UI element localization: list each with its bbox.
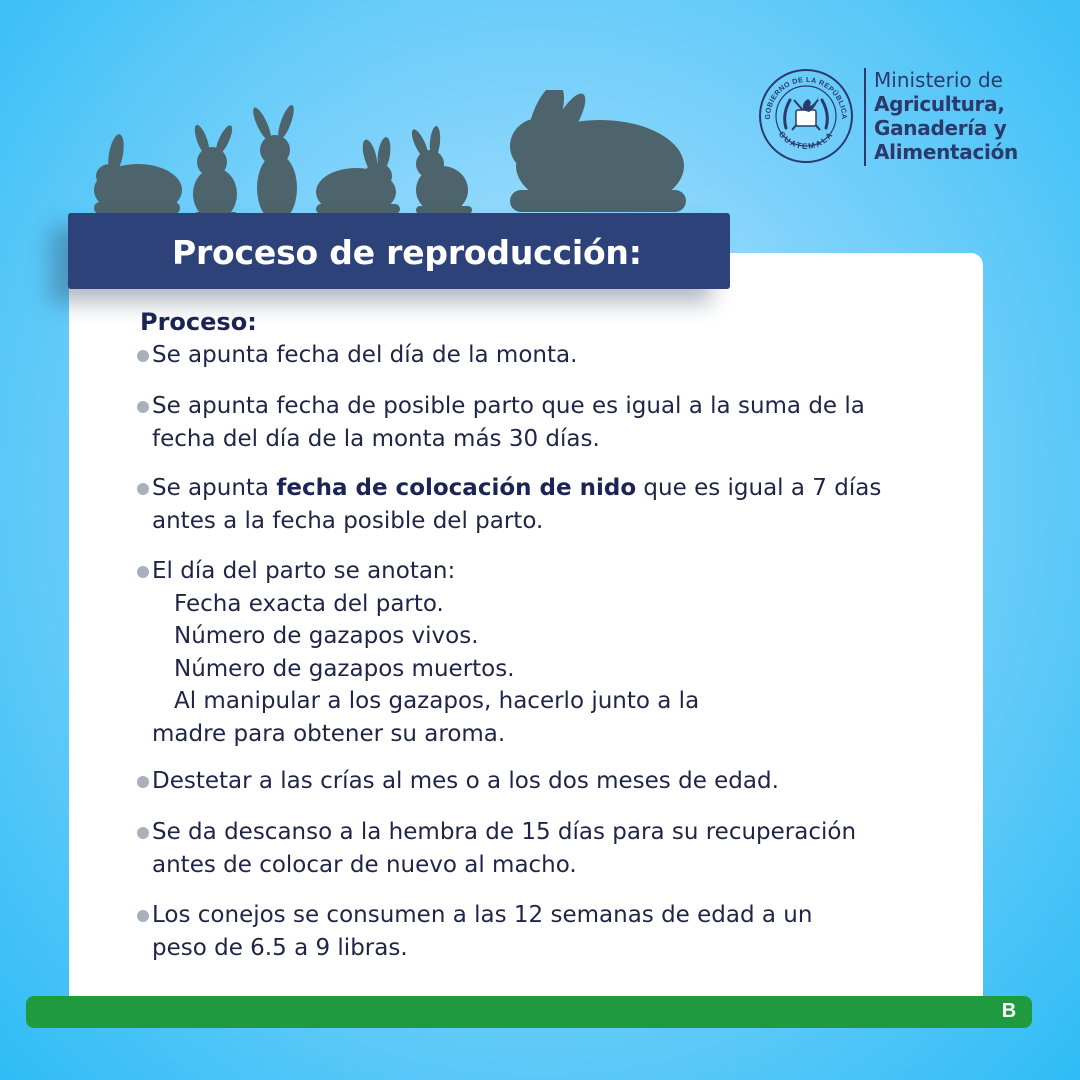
list-item-text: Se da descanso a la hembra de 15 días para su recuperación	[152, 819, 857, 845]
ministry-line-3: Ganadería y	[874, 116, 1007, 140]
emphasis-text: fecha de colocación de nido	[276, 475, 637, 501]
bullet-icon	[137, 483, 149, 495]
title-banner	[68, 213, 730, 289]
rabbit-silhouette-icon	[94, 133, 182, 216]
list-item-text: antes a la fecha posible del parto.	[152, 507, 544, 534]
ministry-name	[874, 68, 1018, 164]
list-item-text: peso de 6.5 a 9 libras.	[152, 934, 408, 961]
list-item-text	[152, 472, 952, 505]
process-content	[69, 253, 983, 1008]
text-segment: que es igual a 7 días	[636, 475, 882, 501]
list-item	[152, 472, 952, 537]
text-segment: Se apunta	[152, 475, 277, 501]
rabbit-silhouette-icon	[409, 126, 472, 214]
list-item-text: antes de colocar de nuevo al macho.	[152, 851, 577, 878]
sub-item-text: Fecha exacta del parto.	[174, 590, 444, 617]
seal-text-bottom: GUATEMALA	[776, 129, 836, 152]
bullet-icon	[137, 910, 149, 922]
bullet-icon	[137, 350, 149, 362]
list-item-text: Se apunta fecha del día de la monta.	[152, 342, 578, 368]
rabbit-silhouette-icon	[192, 123, 238, 220]
sub-item-text: Al manipular a los gazapos, hacerlo junto a la	[174, 688, 700, 714]
ministry-line-2: Agricultura,	[874, 92, 1005, 116]
list-item	[152, 339, 952, 372]
list-item	[152, 899, 952, 964]
bullet-icon	[137, 401, 149, 413]
list-item	[152, 765, 952, 798]
bullet-icon	[137, 827, 149, 839]
content-card	[69, 253, 983, 1008]
rabbit-silhouette-icon	[250, 103, 298, 226]
footer-bar	[26, 996, 1032, 1028]
page-badge: B	[1001, 1000, 1017, 1022]
logo-divider	[864, 68, 866, 166]
sub-item-text: madre para obtener su aroma.	[152, 720, 506, 747]
bullet-icon	[137, 566, 149, 578]
svg-text:GUATEMALA	[777, 130, 836, 151]
list-item-text: Se apunta fecha de posible parto que es igual a la suma de la	[152, 393, 865, 419]
seal-text-top: GOBIERNO DE LA REPÚBLICA	[762, 74, 850, 120]
list-item	[152, 390, 952, 455]
list-item-text: El día del parto se anotan:	[152, 558, 456, 584]
rabbit-silhouette-icon	[316, 136, 400, 216]
list-item-text: Destetar a las crías al mes o a los dos meses de edad.	[152, 768, 779, 794]
ministry-line-4: Alimentación	[874, 140, 1018, 164]
list-item-text: fecha del día de la monta más 30 días.	[152, 425, 600, 452]
list-item	[152, 555, 952, 750]
list-item	[152, 816, 952, 881]
rabbit-silhouette-icon	[510, 90, 686, 212]
bullet-icon	[137, 776, 149, 788]
process-heading: Proceso:	[140, 308, 257, 336]
coat-of-arms-icon	[756, 66, 856, 166]
page-title: Proceso de reproducción:	[172, 233, 642, 272]
ministry-line-1: Ministerio de	[874, 68, 1003, 92]
sub-item-text: Número de gazapos muertos.	[174, 655, 515, 682]
list-item-text: Los conejos se consumen a las 12 semanas de edad a un	[152, 902, 813, 928]
ministry-logo	[756, 66, 1026, 176]
rabbit-silhouettes	[90, 90, 690, 230]
sub-item-text: Número de gazapos vivos.	[174, 623, 479, 649]
